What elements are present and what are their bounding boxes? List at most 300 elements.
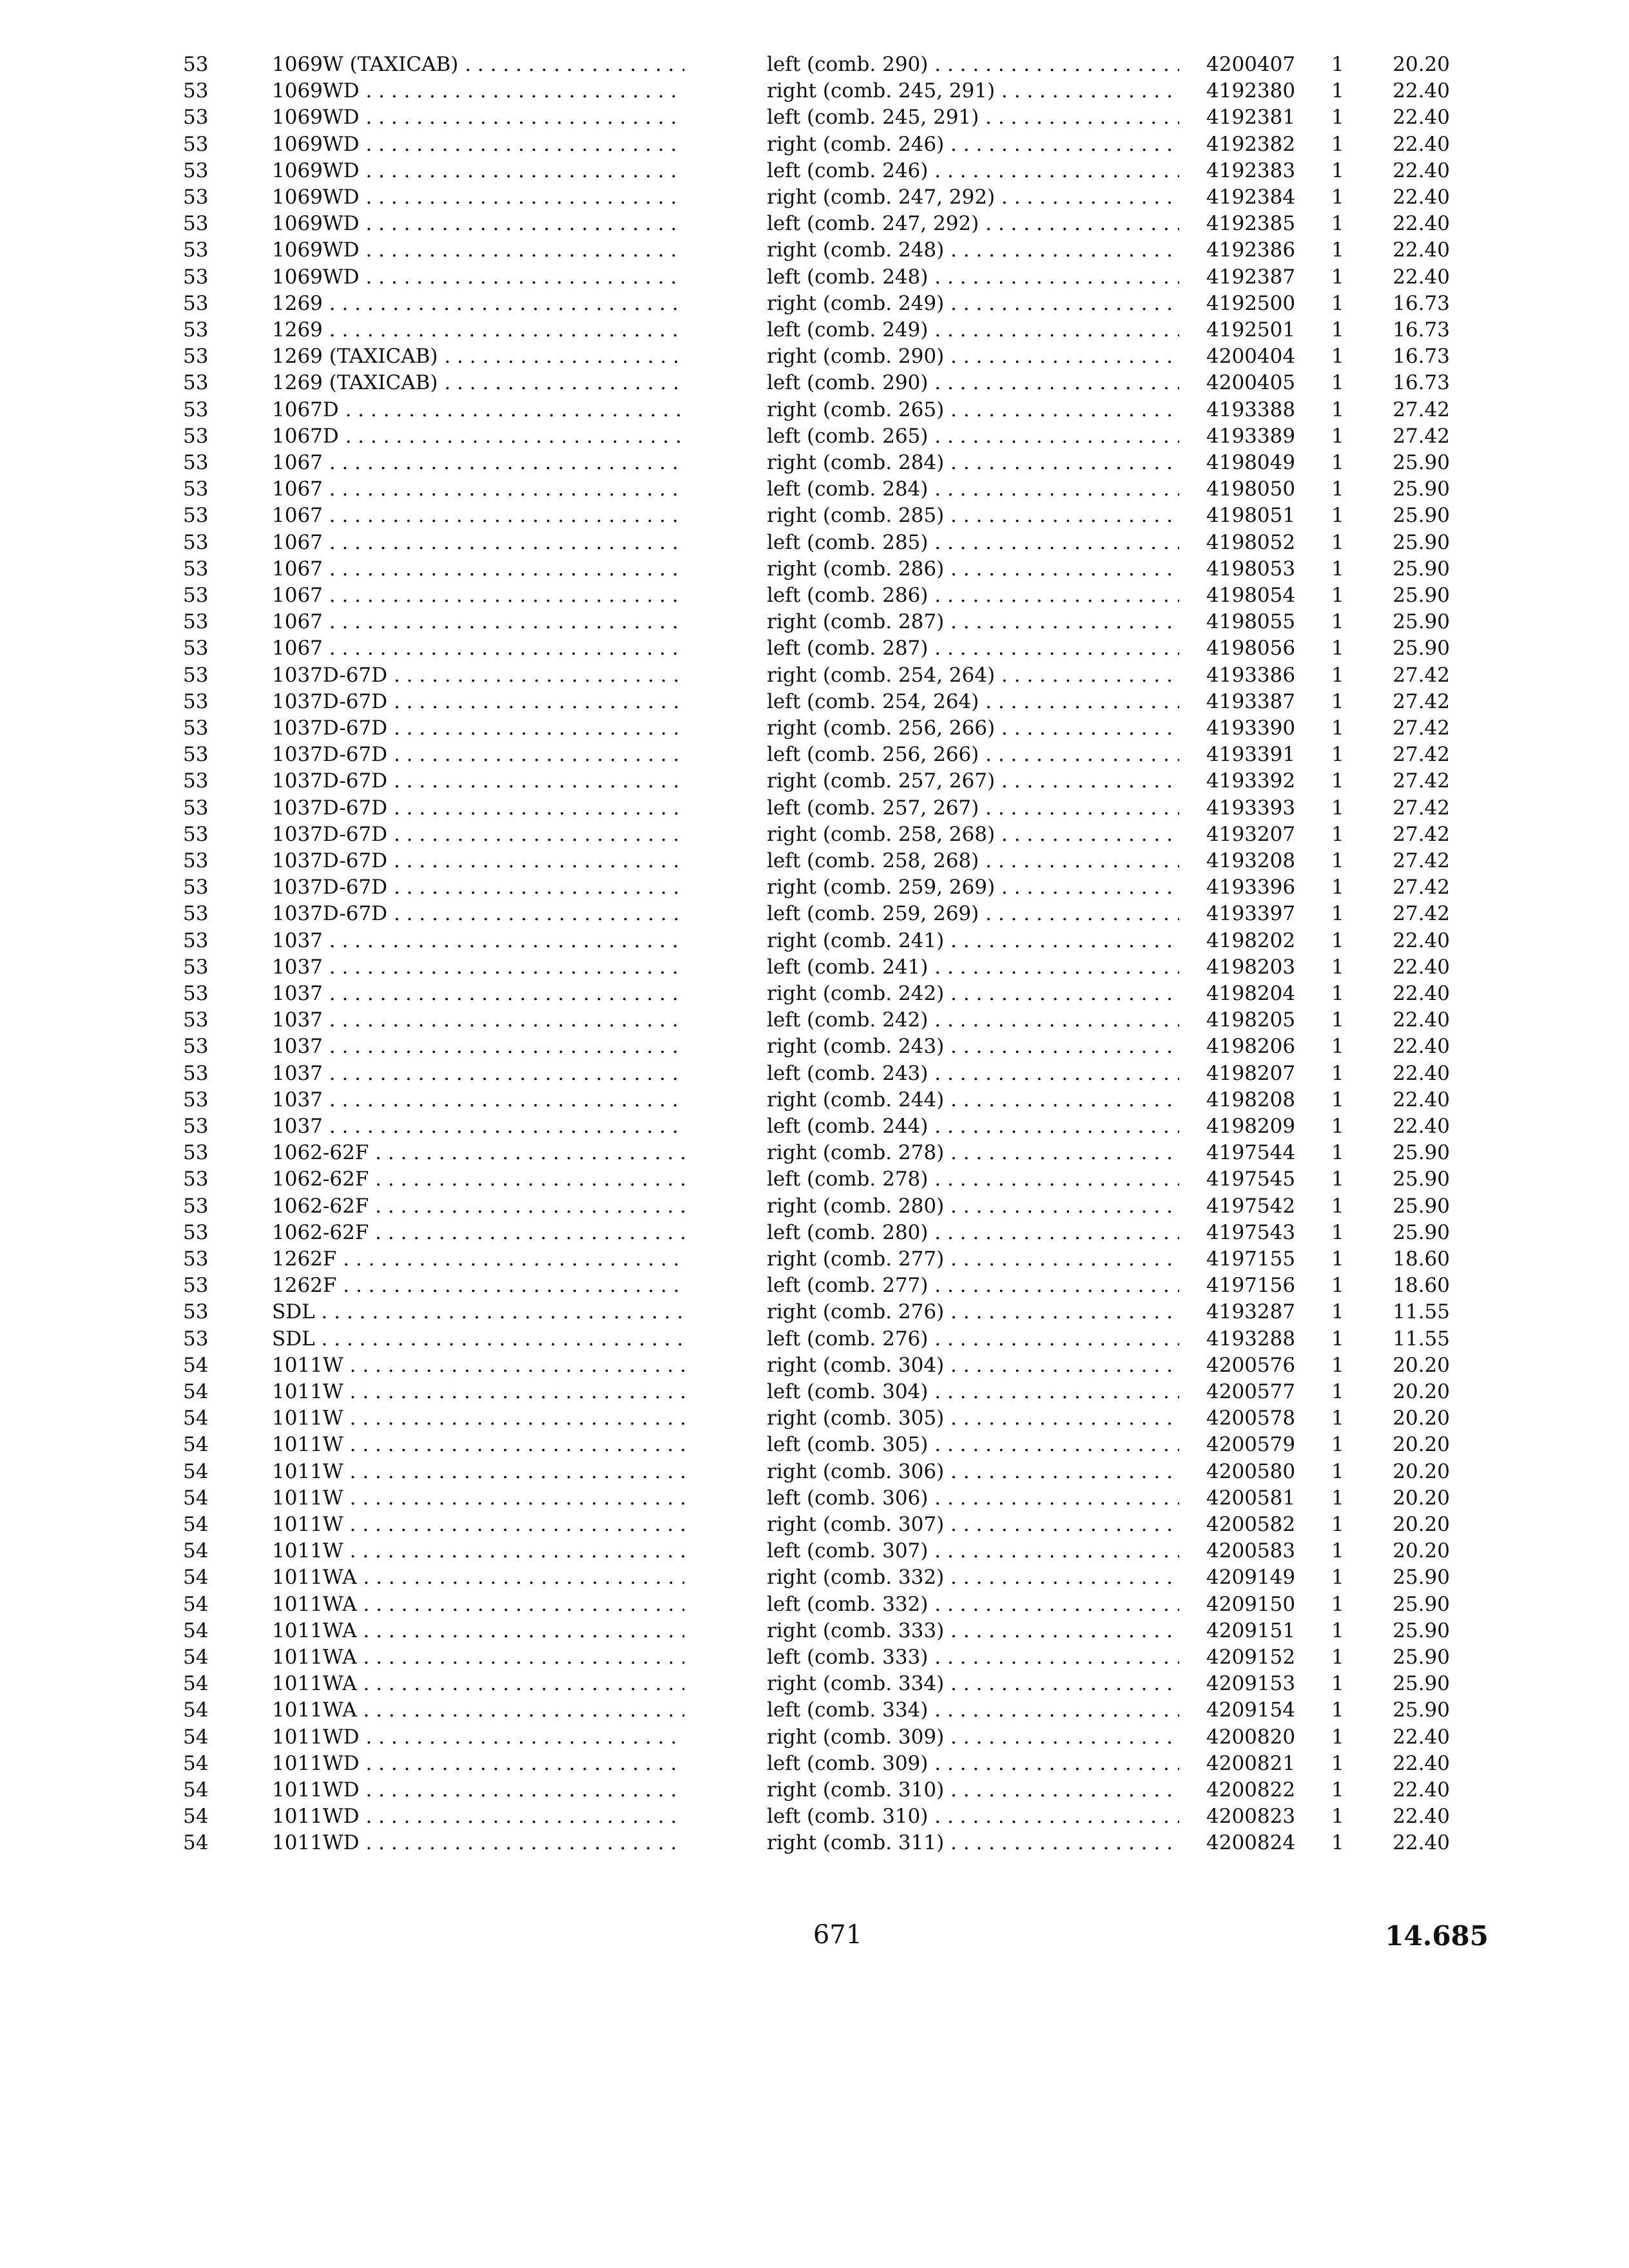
model-cell: 1037D-67D . . . [272,795,684,822]
price-cell: 20.20 [1393,1380,1450,1403]
price-cell: 11.55 [1393,1300,1450,1323]
table-row [0,1087,1629,1113]
price-cell: 25.90 [1393,477,1450,501]
model-cell: 1062-62F . . . [272,1140,684,1166]
part-number-cell: 4193287 [1206,1300,1296,1323]
model-cell: 1269 . . . [272,291,684,317]
quantity-cell: 1 [1331,637,1344,660]
description-cell: right (comb. 307) . . . [767,1512,1179,1538]
part-number-cell: 4197545 [1206,1168,1296,1191]
quantity-cell: 1 [1331,1088,1344,1111]
year-cell: 54 [183,1486,209,1510]
table-row [0,742,1629,768]
model-cell: 1037 . . . [272,1007,684,1033]
price-cell: 22.40 [1393,159,1450,182]
part-number-cell: 4198208 [1206,1088,1296,1111]
year-cell: 54 [183,1433,209,1456]
year-cell: 53 [183,531,209,554]
price-cell: 20.20 [1393,1513,1450,1536]
price-cell: 22.40 [1393,238,1450,262]
quantity-cell: 1 [1331,159,1344,182]
price-cell: 22.40 [1393,1088,1450,1111]
year-cell: 53 [183,982,209,1005]
year-cell: 53 [183,956,209,979]
quantity-cell: 1 [1331,133,1344,156]
year-cell: 53 [183,477,209,501]
price-cell: 25.90 [1393,1672,1450,1695]
model-cell: 1037 . . . [272,1113,684,1140]
table-row [0,104,1629,131]
quantity-cell: 1 [1331,79,1344,102]
model-cell: 1069WD . . . [272,211,684,237]
table-row [0,1618,1629,1644]
table-row [0,78,1629,104]
price-cell: 25.90 [1393,504,1450,527]
price-cell: 18.60 [1393,1274,1450,1297]
year-cell: 53 [183,1008,209,1032]
part-number-cell: 4200407 [1206,53,1296,76]
price-cell: 25.90 [1393,1141,1450,1164]
quantity-cell: 1 [1331,1300,1344,1323]
price-cell: 27.42 [1393,849,1450,872]
price-cell: 25.90 [1393,1593,1450,1616]
part-number-cell: 4198206 [1206,1035,1296,1058]
description-cell: left (comb. 332) . . . [767,1591,1179,1618]
quantity-cell: 1 [1331,1062,1344,1085]
quantity-cell: 1 [1331,1141,1344,1164]
quantity-cell: 1 [1331,1805,1344,1828]
table-row [0,1724,1629,1751]
table-row [0,582,1629,609]
table-row [0,822,1629,848]
table-row [0,450,1629,476]
table-row [0,237,1629,264]
price-cell: 27.42 [1393,716,1450,740]
part-number-cell: 4200821 [1206,1752,1296,1775]
quantity-cell: 1 [1331,1725,1344,1749]
quantity-cell: 1 [1331,477,1344,501]
year-cell: 53 [183,79,209,102]
part-number-cell: 4209149 [1206,1566,1296,1589]
model-cell: SDL . . . [272,1326,684,1352]
model-cell: 1037 . . . [272,1033,684,1060]
description-cell: right (comb. 243) . . . [767,1033,1179,1060]
model-cell: 1011WD . . . [272,1803,684,1830]
part-number-cell: 4193396 [1206,876,1296,899]
quantity-cell: 1 [1331,584,1344,607]
model-cell: 1067 . . . [272,609,684,635]
description-cell: left (comb. 258, 268) . . . [767,848,1179,874]
table-row [0,1485,1629,1512]
price-cell: 22.40 [1393,265,1450,289]
quantity-cell: 1 [1331,1752,1344,1775]
part-number-cell: 4193392 [1206,769,1296,793]
quantity-cell: 1 [1331,212,1344,235]
price-cell: 25.90 [1393,584,1450,607]
year-cell: 53 [183,186,209,209]
table-row [0,1299,1629,1325]
description-cell: right (comb. 306) . . . [767,1459,1179,1485]
price-cell: 16.73 [1393,371,1450,394]
table-row [0,1352,1629,1379]
price-cell: 22.40 [1393,1062,1450,1085]
quantity-cell: 1 [1331,265,1344,289]
price-cell: 20.20 [1393,1460,1450,1483]
quantity-cell: 1 [1331,1035,1344,1058]
part-number-cell: 4198050 [1206,477,1296,501]
model-cell: 1037D-67D . . . [272,848,684,874]
part-number-cell: 4200580 [1206,1460,1296,1483]
description-cell: right (comb. 257, 267) . . . [767,768,1179,794]
table-row [0,184,1629,211]
description-cell: left (comb. 246) . . . [767,158,1179,184]
table-row [0,1830,1629,1856]
quantity-cell: 1 [1331,398,1344,421]
part-number-cell: 4197544 [1206,1141,1296,1164]
table-row [0,609,1629,635]
part-number-cell: 4200404 [1206,345,1296,368]
quantity-cell: 1 [1331,1698,1344,1722]
quantity-cell: 1 [1331,1513,1344,1536]
model-cell: 1067 . . . [272,530,684,556]
price-cell: 27.42 [1393,690,1450,713]
price-cell: 16.73 [1393,318,1450,341]
quantity-cell: 1 [1331,1407,1344,1430]
part-number-cell: 4198202 [1206,929,1296,952]
table-row [0,1140,1629,1166]
part-number-cell: 4193391 [1206,743,1296,766]
description-cell: right (comb. 246) . . . [767,131,1179,158]
description-cell: right (comb. 285) . . . [767,503,1179,529]
description-cell: right (comb. 305) . . . [767,1405,1179,1432]
model-cell: 1011WA . . . [272,1671,684,1697]
table-row [0,1538,1629,1564]
table-row [0,981,1629,1007]
quantity-cell: 1 [1331,106,1344,129]
model-cell: 1269 (TAXICAB) . . . [272,370,684,396]
quantity-cell: 1 [1331,716,1344,740]
quantity-cell: 1 [1331,1539,1344,1562]
quantity-cell: 1 [1331,796,1344,820]
model-cell: 1037D-67D . . . [272,689,684,715]
model-cell: 1037 . . . [272,1061,684,1087]
model-cell: 1011W . . . [272,1405,684,1432]
price-cell: 22.40 [1393,982,1450,1005]
model-cell: 1069WD . . . [272,237,684,264]
year-cell: 53 [183,425,209,448]
part-number-cell: 4198051 [1206,504,1296,527]
description-cell: right (comb. 287) . . . [767,609,1179,635]
quantity-cell: 1 [1331,451,1344,474]
model-cell: 1037 . . . [272,928,684,954]
model-cell: 1067D . . . [272,423,684,450]
quantity-cell: 1 [1331,425,1344,448]
table-row [0,211,1629,237]
price-cell: 22.40 [1393,1115,1450,1138]
quantity-cell: 1 [1331,1354,1344,1377]
quantity-cell: 1 [1331,504,1344,527]
description-cell: right (comb. 249) . . . [767,291,1179,317]
part-number-cell: 4200577 [1206,1380,1296,1403]
part-number-cell: 4209152 [1206,1646,1296,1669]
year-cell: 53 [183,1168,209,1191]
part-number-cell: 4209153 [1206,1672,1296,1695]
year-cell: 53 [183,902,209,925]
year-cell: 53 [183,823,209,846]
year-cell: 53 [183,664,209,687]
table-row [0,1007,1629,1033]
description-cell: left (comb. 307) . . . [767,1538,1179,1564]
description-cell: left (comb. 244) . . . [767,1113,1179,1140]
price-cell: 16.73 [1393,292,1450,315]
year-cell: 53 [183,133,209,156]
model-cell: 1037D-67D . . . [272,901,684,927]
year-cell: 54 [183,1380,209,1403]
model-cell: 1011W . . . [272,1485,684,1512]
model-cell: 1069WD . . . [272,131,684,158]
description-cell: right (comb. 309) . . . [767,1724,1179,1751]
year-cell: 54 [183,1805,209,1828]
year-cell: 53 [183,1247,209,1271]
model-cell: 1011W . . . [272,1352,684,1379]
quantity-cell: 1 [1331,1460,1344,1483]
price-cell: 27.42 [1393,398,1450,421]
price-cell: 27.42 [1393,902,1450,925]
part-number-cell: 4192386 [1206,238,1296,262]
model-cell: SDL . . . [272,1299,684,1325]
part-number-cell: 4209151 [1206,1619,1296,1642]
year-cell: 53 [183,610,209,633]
price-cell: 22.40 [1393,1725,1450,1749]
price-cell: 25.90 [1393,1195,1450,1218]
price-cell: 22.40 [1393,956,1450,979]
price-cell: 22.40 [1393,212,1450,235]
table-row [0,1751,1629,1777]
model-cell: 1262F . . . [272,1273,684,1299]
quantity-cell: 1 [1331,690,1344,713]
description-cell: left (comb. 241) . . . [767,954,1179,981]
description-cell: left (comb. 280) . . . [767,1220,1179,1246]
year-cell: 53 [183,345,209,368]
price-cell: 25.90 [1393,1698,1450,1722]
year-cell: 53 [183,716,209,740]
part-number-cell: 4198205 [1206,1008,1296,1032]
table-row [0,317,1629,343]
description-cell: right (comb. 332) . . . [767,1564,1179,1591]
part-number-cell: 4193386 [1206,664,1296,687]
model-cell: 1037 . . . [272,1087,684,1113]
description-cell: right (comb. 277) . . . [767,1246,1179,1273]
part-number-cell: 4192501 [1206,318,1296,341]
price-cell: 22.40 [1393,1008,1450,1032]
price-cell: 20.20 [1393,1354,1450,1377]
part-number-cell: 4200820 [1206,1725,1296,1749]
quantity-cell: 1 [1331,982,1344,1005]
price-cell: 25.90 [1393,610,1450,633]
description-cell: right (comb. 248) . . . [767,237,1179,264]
table-row [0,1405,1629,1432]
part-number-cell: 4209154 [1206,1698,1296,1722]
year-cell: 53 [183,690,209,713]
description-cell: right (comb. 334) . . . [767,1671,1179,1697]
price-cell: 18.60 [1393,1247,1450,1271]
table-row [0,662,1629,689]
description-cell: right (comb. 310) . . . [767,1777,1179,1803]
description-cell: right (comb. 278) . . . [767,1140,1179,1166]
part-number-cell: 4198204 [1206,982,1296,1005]
table-row [0,1459,1629,1485]
table-row [0,1512,1629,1538]
description-cell: right (comb. 280) . . . [767,1193,1179,1220]
quantity-cell: 1 [1331,53,1344,76]
quantity-cell: 1 [1331,1327,1344,1350]
model-cell: 1269 . . . [272,317,684,343]
quantity-cell: 1 [1331,929,1344,952]
price-cell: 27.42 [1393,823,1450,846]
part-number-cell: 4193207 [1206,823,1296,846]
quantity-cell: 1 [1331,1115,1344,1138]
part-number-cell: 4192382 [1206,133,1296,156]
quantity-cell: 1 [1331,1486,1344,1510]
model-cell: 1062-62F . . . [272,1166,684,1193]
price-cell: 22.40 [1393,1035,1450,1058]
table-row [0,1564,1629,1591]
year-cell: 54 [183,1460,209,1483]
model-cell: 1037D-67D . . . [272,768,684,794]
table-row [0,1033,1629,1060]
description-cell: left (comb. 254, 264) . . . [767,689,1179,715]
description-cell: left (comb. 257, 267) . . . [767,795,1179,822]
quantity-cell: 1 [1331,557,1344,581]
price-cell: 25.90 [1393,1221,1450,1244]
model-cell: 1011WD . . . [272,1724,684,1751]
year-cell: 53 [183,53,209,76]
model-cell: 1069WD . . . [272,264,684,291]
model-cell: 1067 . . . [272,503,684,529]
year-cell: 54 [183,1725,209,1749]
price-cell: 25.90 [1393,557,1450,581]
price-cell: 25.90 [1393,1646,1450,1669]
table-row [0,556,1629,582]
year-cell: 53 [183,451,209,474]
part-number-cell: 4200823 [1206,1805,1296,1828]
year-cell: 53 [183,1221,209,1244]
table-row [0,1061,1629,1087]
description-cell: left (comb. 243) . . . [767,1061,1179,1087]
year-cell: 53 [183,557,209,581]
year-cell: 54 [183,1407,209,1430]
description-cell: right (comb. 254, 264) . . . [767,662,1179,689]
description-cell: left (comb. 277) . . . [767,1273,1179,1299]
description-cell: left (comb. 287) . . . [767,635,1179,662]
table-row [0,370,1629,396]
model-cell: 1037D-67D . . . [272,662,684,689]
table-row [0,795,1629,822]
page-number: 671 [813,1920,863,1950]
price-cell: 20.20 [1393,1539,1450,1562]
year-cell: 54 [183,1646,209,1669]
table-row [0,503,1629,529]
part-number-cell: 4198053 [1206,557,1296,581]
price-cell: 22.40 [1393,186,1450,209]
quantity-cell: 1 [1331,345,1344,368]
description-cell: left (comb. 256, 266) . . . [767,742,1179,768]
part-number-cell: 4197155 [1206,1247,1296,1271]
part-number-cell: 4193390 [1206,716,1296,740]
part-number-cell: 4200824 [1206,1831,1296,1854]
model-cell: 1011WA . . . [272,1564,684,1591]
part-number-cell: 4200581 [1206,1486,1296,1510]
quantity-cell: 1 [1331,531,1344,554]
part-number-cell: 4200576 [1206,1354,1296,1377]
description-cell: left (comb. 245, 291) . . . [767,104,1179,131]
price-cell: 27.42 [1393,796,1450,820]
description-cell: right (comb. 241) . . . [767,928,1179,954]
description-cell: left (comb. 305) . . . [767,1432,1179,1458]
table-row [0,635,1629,662]
price-cell: 25.90 [1393,1619,1450,1642]
quantity-cell: 1 [1331,743,1344,766]
quantity-cell: 1 [1331,1593,1344,1616]
model-cell: 1011WA . . . [272,1591,684,1618]
model-cell: 1067 . . . [272,476,684,503]
table-row [0,715,1629,742]
description-cell: right (comb. 284) . . . [767,450,1179,476]
description-cell: right (comb. 286) . . . [767,556,1179,582]
table-row [0,1246,1629,1273]
year-cell: 53 [183,1115,209,1138]
description-cell: right (comb. 311) . . . [767,1830,1179,1856]
model-cell: 1037D-67D . . . [272,742,684,768]
part-number-cell: 4198055 [1206,610,1296,633]
year-cell: 53 [183,398,209,421]
table-row [0,1432,1629,1458]
year-cell: 54 [183,1672,209,1695]
year-cell: 53 [183,876,209,899]
table-row [0,264,1629,291]
description-cell: right (comb. 256, 266) . . . [767,715,1179,742]
year-cell: 53 [183,637,209,660]
description-cell: right (comb. 247, 292) . . . [767,184,1179,211]
model-cell: 1011W . . . [272,1379,684,1405]
quantity-cell: 1 [1331,902,1344,925]
model-cell: 1062-62F . . . [272,1220,684,1246]
model-cell: 1067D . . . [272,397,684,423]
description-cell: left (comb. 286) . . . [767,582,1179,609]
model-cell: 1262F . . . [272,1246,684,1273]
table-row [0,1220,1629,1246]
part-number-cell: 4192384 [1206,186,1296,209]
quantity-cell: 1 [1331,1778,1344,1802]
table-row [0,848,1629,874]
year-cell: 54 [183,1698,209,1722]
description-cell: left (comb. 249) . . . [767,317,1179,343]
part-number-cell: 4193288 [1206,1327,1296,1350]
price-cell: 27.42 [1393,425,1450,448]
part-number-cell: 4193393 [1206,796,1296,820]
price-cell: 11.55 [1393,1327,1450,1350]
model-cell: 1067 . . . [272,450,684,476]
description-cell: right (comb. 276) . . . [767,1299,1179,1325]
year-cell: 53 [183,318,209,341]
model-cell: 1037 . . . [272,981,684,1007]
year-cell: 53 [183,1195,209,1218]
part-number-cell: 4209150 [1206,1593,1296,1616]
model-cell: 1011WA . . . [272,1618,684,1644]
part-number-cell: 4200579 [1206,1433,1296,1456]
description-cell: left (comb. 278) . . . [767,1166,1179,1193]
quantity-cell: 1 [1331,1646,1344,1669]
